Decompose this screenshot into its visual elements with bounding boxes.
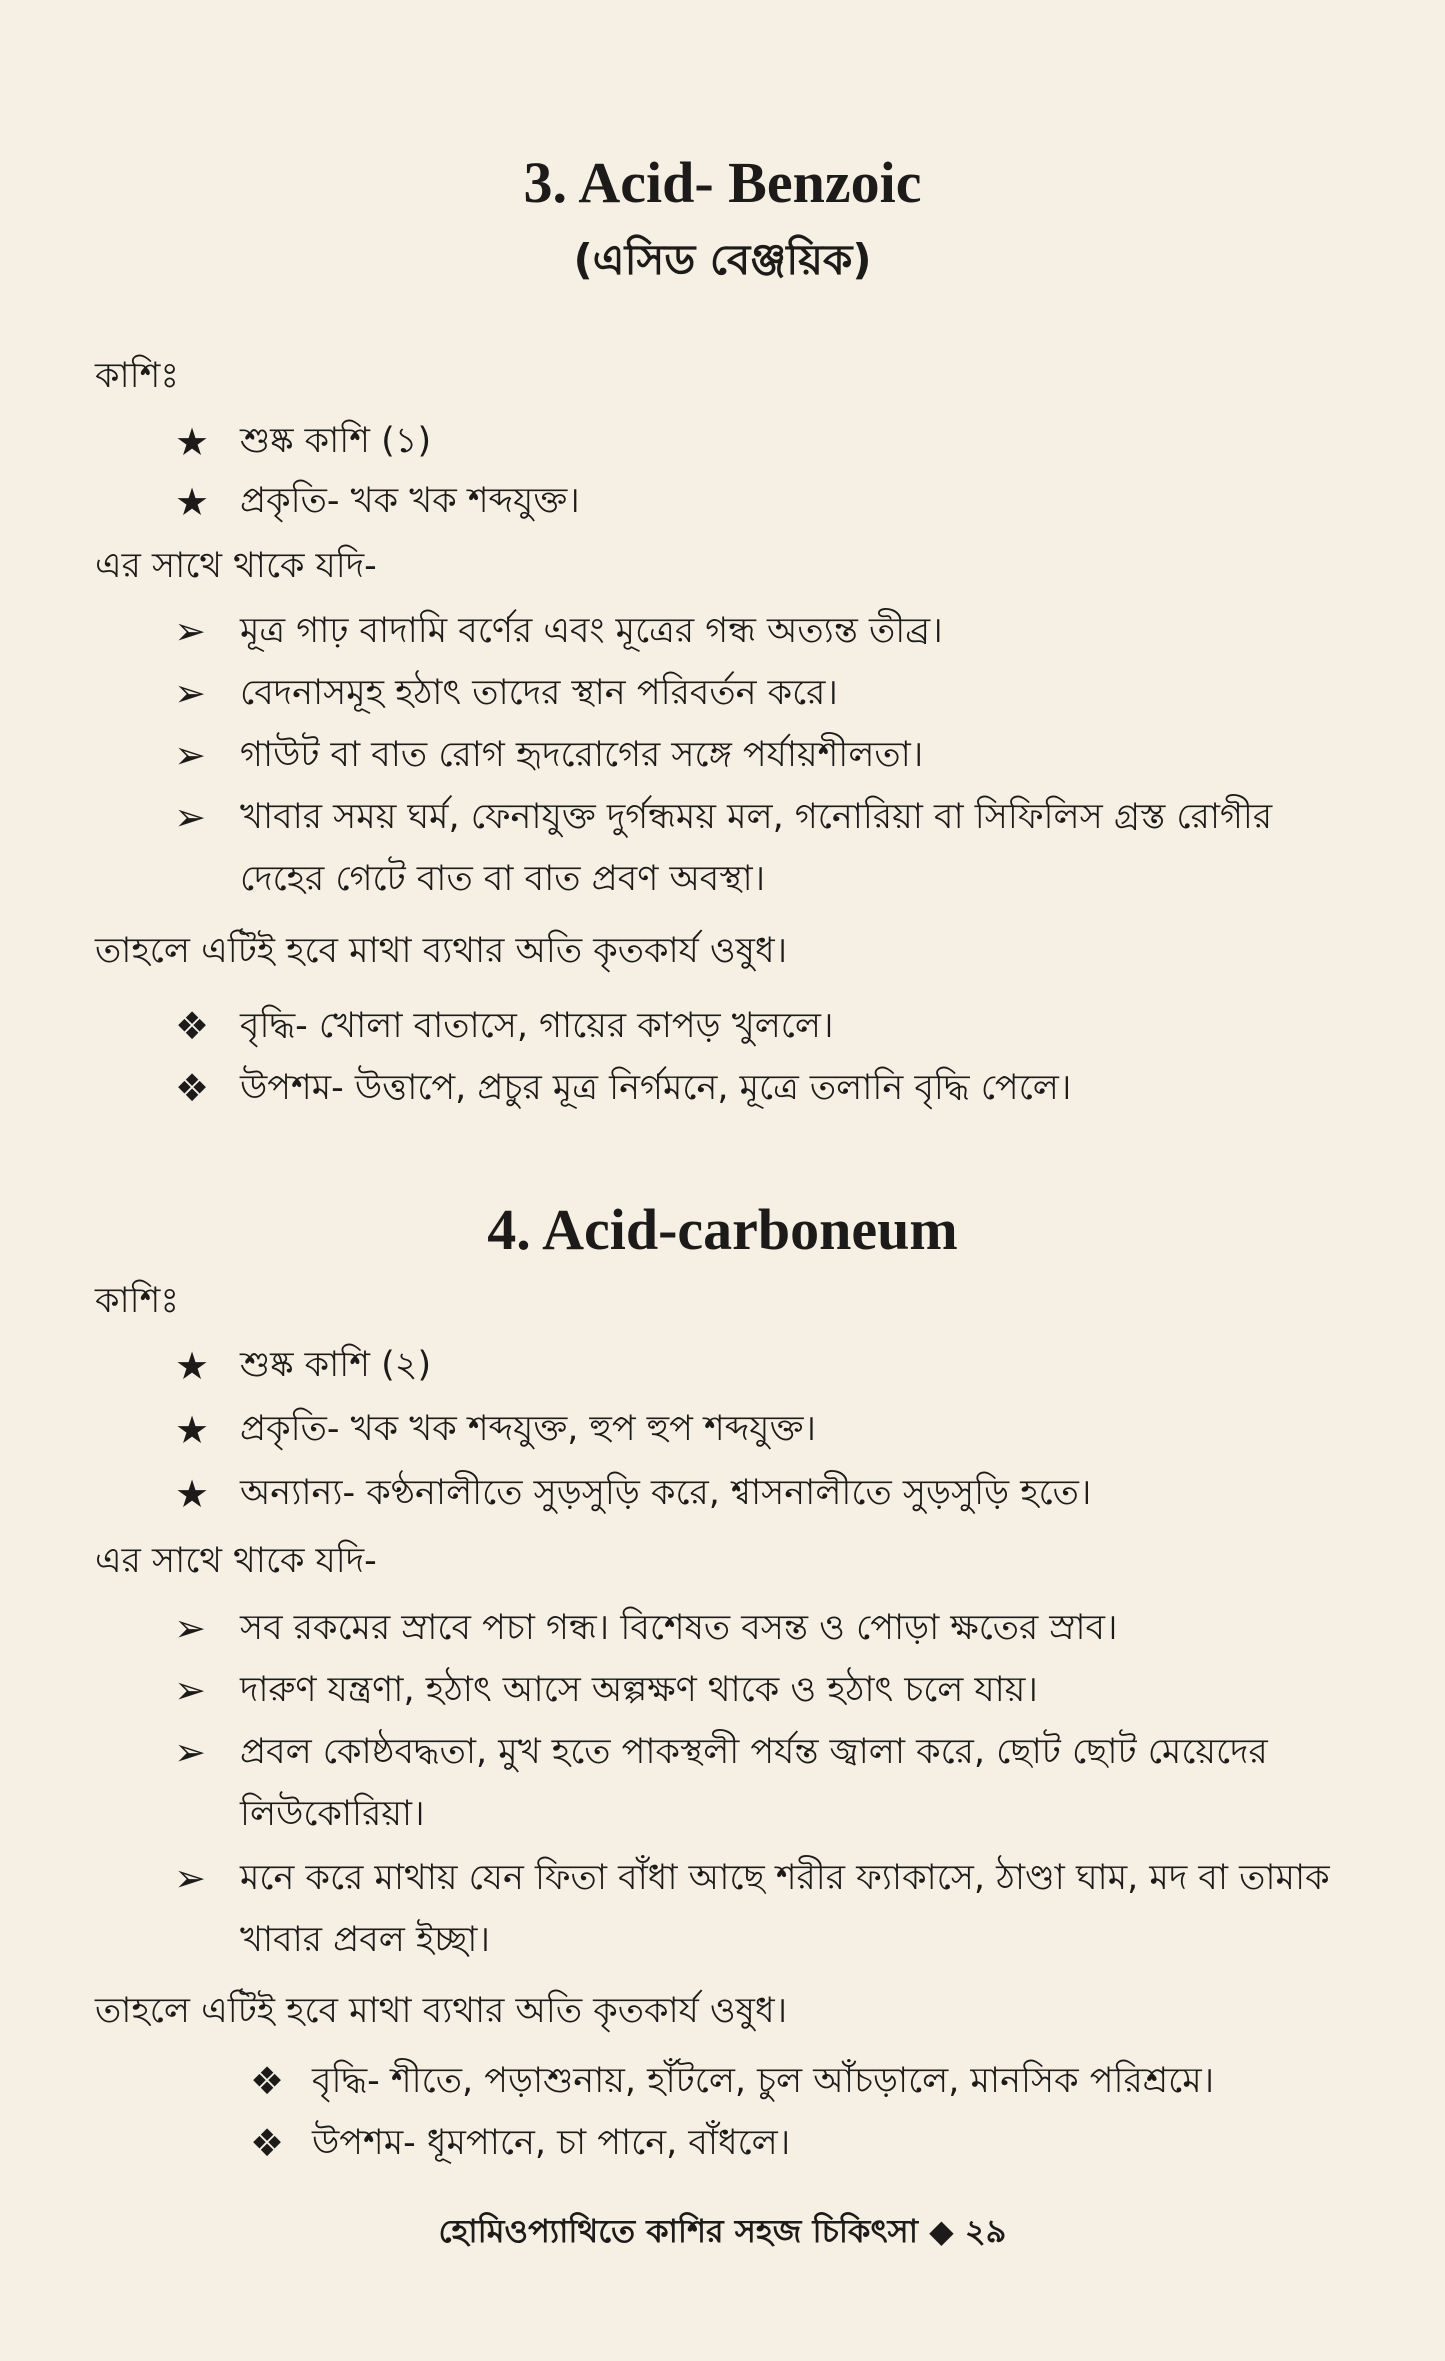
diamond-icon: ❖ — [174, 1066, 210, 1110]
section4-arrow-item: সব রকমের স্রাবে পচা গন্ধ। বিশেষত বসন্ত ও পোড়া ক্ষতের স্রাব। — [240, 1608, 1118, 1648]
section3-intro: এর সাথে থাকে যদি- — [95, 546, 377, 586]
section4-cough-heading: কাশিঃ — [95, 1281, 180, 1321]
section3-cough-heading: কাশিঃ — [95, 356, 180, 396]
section4-modality: উপশম- ধূমপানে, চা পানে, বাঁধলে। — [312, 2123, 791, 2163]
section3-arrow-item: গাউট বা বাত রোগ হৃদরোগের সঙ্গে পর্যায়শীলতা। — [240, 735, 924, 775]
section3-modality: উপশম- উত্তাপে, প্রচুর মূত্র নির্গমনে, মূত্রে তলানি বৃদ্ধি পেলে। — [240, 1068, 1072, 1108]
section3-arrow-item: মূত্র গাঢ় বাদামি বর্ণের এবং মূত্রের গন্ধ অত্যন্ত তীব্র। — [240, 611, 943, 651]
section3-star-item: শুষ্ক কাশি (১) — [240, 421, 432, 461]
star-icon: ★ — [174, 1344, 210, 1388]
star-icon: ★ — [174, 1408, 210, 1452]
section4-title: 4. Acid-carboneum — [487, 1197, 958, 1262]
star-icon: ★ — [174, 480, 210, 524]
arrow-icon: ➢ — [174, 733, 206, 777]
arrow-icon: ➢ — [174, 609, 206, 653]
arrow-icon: ➢ — [174, 671, 206, 715]
arrow-icon: ➢ — [174, 1856, 206, 1900]
arrow-icon: ➢ — [174, 795, 206, 839]
section3-arrow-item: খাবার সময় ঘর্ম, ফেনাযুক্ত দুর্গন্ধময় মল, গনোরিয়া বা সিফিলিস গ্রস্ত রোগীর দেহের গেটে বাত বা বাত প্রবণ অবস্থা। — [240, 797, 1273, 899]
diamond-icon: ❖ — [174, 1004, 210, 1048]
diamond-icon: ❖ — [249, 2121, 285, 2165]
section4-arrow-item: দারুণ যন্ত্রণা, হঠাৎ আসে অল্পক্ষণ থাকে ও হঠাৎ চলে যায়। — [240, 1670, 1038, 1710]
section4-conclusion: তাহলে এটিই হবে মাথা ব্যথার অতি কৃতকার্য ওষুধ। — [95, 1991, 788, 2031]
section4-star-item: শুষ্ক কাশি (২) — [240, 1345, 432, 1385]
section3-subtitle: (এসিড বেঞ্জয়িক) — [573, 235, 872, 284]
arrow-icon: ➢ — [174, 1606, 206, 1650]
section4-intro: এর সাথে থাকে যদি- — [95, 1541, 377, 1581]
diamond-icon: ❖ — [249, 2059, 285, 2103]
section3-title: 3. Acid- Benzoic — [523, 150, 922, 215]
section4-modality: বৃদ্ধি- শীতে, পড়াশুনায়, হাঁটলে, চুল আঁচড়ালে, মানসিক পরিশ্রমে। — [312, 2061, 1215, 2101]
page-footer: হোমিওপ্যাথিতে কাশির সহজ চিকিৎসা ◆ ২৯ — [438, 2212, 1007, 2250]
section3-star-item: প্রকৃতি- খক খক শব্দযুক্ত। — [240, 481, 580, 521]
star-icon: ★ — [174, 1472, 210, 1516]
section3-modality: বৃদ্ধি- খোলা বাতাসে, গায়ের কাপড় খুললে। — [240, 1006, 834, 1046]
section4-star-item: অন্যান্য- কণ্ঠনালীতে সুড়সুড়ি করে, শ্বাসনালীতে সুড়সুড়ি হতে। — [240, 1473, 1092, 1513]
section4-arrow-item: প্রবল কোষ্ঠবদ্ধতা, মুখ হতে পাকস্থলী পর্যন্ত জ্বালা করে, ছোট ছোট মেয়েদের লিউকোরিয়া। — [240, 1732, 1268, 1834]
section4-arrow-item: মনে করে মাথায় যেন ফিতা বাঁধা আছে শরীর ফ্যাকাসে, ঠাণ্ডা ঘাম, মদ বা তামাক খাবার প্রবল ইচ্ছা। — [240, 1858, 1330, 1960]
section3-arrow-item: বেদনাসমূহ হঠাৎ তাদের স্থান পরিবর্তন করে। — [240, 673, 838, 713]
star-icon: ★ — [174, 420, 210, 464]
arrow-icon: ➢ — [174, 1730, 206, 1774]
section4-star-item: প্রকৃতি- খক খক শব্দযুক্ত, হুপ হুপ শব্দযুক্ত। — [240, 1409, 816, 1449]
arrow-icon: ➢ — [174, 1668, 206, 1712]
section3-conclusion: তাহলে এটিই হবে মাথা ব্যথার অতি কৃতকার্য ওষুধ। — [95, 931, 788, 971]
